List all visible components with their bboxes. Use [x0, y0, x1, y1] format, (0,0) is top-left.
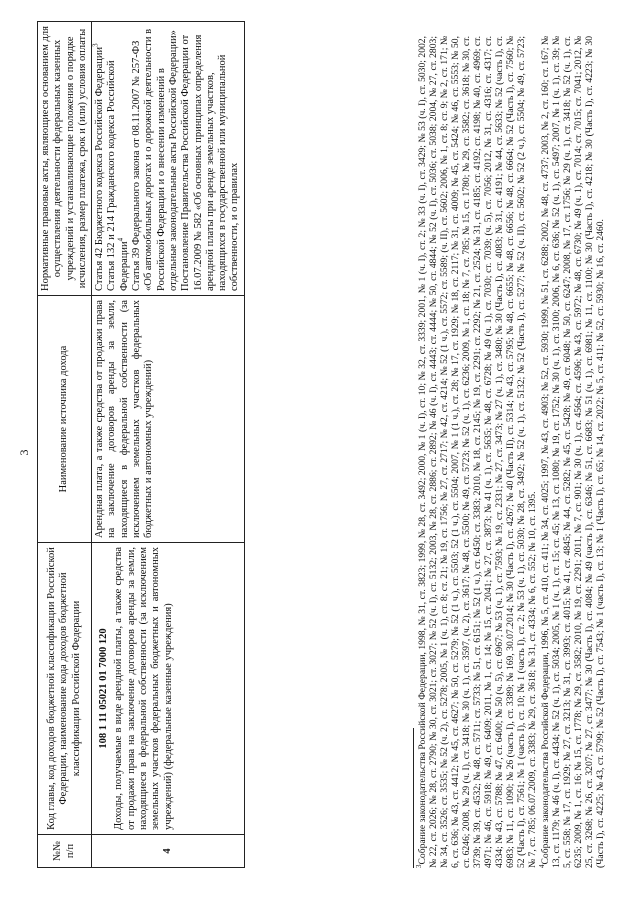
footnote-item	[537, 36, 606, 868]
footnotes	[413, 36, 607, 868]
row-number: 4	[92, 835, 245, 868]
revenue-code-description: Доходы, получаемые в виде арендной платы, а также средства от продажи права на заключение договоров аренды за земли, находящиеся в федеральной собственности (за исключением земельных участков федеральных бюджетных и автономных учреждений) (федеральные казенные учреждения)	[113, 547, 174, 830]
footnote-text: Собрание законодательства Российской Федерации, 1996, № 5, ст. 410, ст. 411; № 34, ст. 4025; 1997, № 43, ст. 4903; № 52, ст. 5930; 1999, № 51, ст. 6288; 2002, № 48, ст. 4737; 2003, № 2, ст. 160; ст. 167; № 13, ст. 1179; № 46 (ч. I), ст. 4434; № 52 (ч. 1), ст. 5034; 2005, № 1 (ч. 1), ст. 15; ст. 45; № 13, ст. 1080; № 19, ст. 1752; № 30 (ч. 1), ст. 3100; 2006, № 6, ст. 636; № 52 (ч. 1), ст. 5497; 2007, № 1 (ч. 1), ст. 39; № 5, ст. 558; № 17, ст. 1929; № 27, ст. 3213; № 31, ст. 3993; ст. 4015; № 41, ст. 4845; № 44, ст. 5282; № 45, ст. 5428; № 49, ст. 6048; № 50, ст. 6247; 2008, № 17, ст. 1756; № 29 (ч. 1), ст. 3418; № 52 (ч. 1), ст. 6235; 2009, № 1, ст. 16; № 15, ст. 1778; № 29, ст. 3582; 2010, № 19, ст. 2291; 2011, № 7, ст. 901; № 30 (ч. 1), ст. 4564; ст. 4596; № 43, ст. 5972; № 48, ст. 6730; № 49 (ч. 1), ст. 7014; ст. 7015; ст. 7041; 2012, № 25, ст. 3268; № 26, ст. 3207; № 27, ст. 3477; № 30 (Часть I), ст. 4084; № 49 (часть I), ст. 6346; № 51, ст. 6683; № 51 (ч. 1), ст. 6981; № 11, ст. 1100; № 30 (Часть I), ст. 4218; № 30 (Часть I), ст. 4223; № 30 (Часть I), ст. 4225; № 43, ст. 5799; № 52 (Часть I), ст. 7543; № 1 (часть I), ст. 13; № 1 (Часть I), ст. 65; № 14, ст. 2022; № 5, ст. 411; № 52, ст. 5930; № 16, ст. 2460.	[539, 36, 606, 868]
header-code-name: Код главы, код доходов бюджетной классификации Российской Федерации, наименование кода доходов бюджетной классификации Российской Федерации	[38, 543, 92, 835]
footnote-item	[414, 36, 539, 868]
legal-act-item: Статья 42 Бюджетного кодекса Российской Федерации$^3$	[91, 43, 106, 291]
header-source: Наименование источника дохода	[38, 296, 92, 543]
page-number: 3	[17, 449, 31, 456]
legal-act-item: Статья 39 Федерального закона от 08.11.2007 № 257-ФЗ «Об автомобильных дорогах и о дорожной деятельности в Российской Федерации и о внесении изменений в отдельные законодательные акты Российской Федерации»	[131, 28, 179, 291]
header-number: №№ п/п	[38, 835, 92, 868]
legal-act-item: Статья 132 и 214 Гражданского кодекса Российской Федерации$^4$	[106, 60, 130, 291]
footnote-text: Собрание законодательства Российской Федерации, 1998, № 31, ст. 3823; 1999, № 28, ст. 3492; 2000, № 1 (ч. I), ст. 10; № 32, ст. 3339; 2001, № 1 (ч. I), ст. 2; № 33 (ч. I), ст. 3429; № 53 (ч. I), ст. 5030; 2002, № 22, ст. 2026; № 28, ст. 2790; № 30, ст. 3021; ст. 3027; № 52 (ч. I), ст. 5132; 2003, № 28, ст. 2886; ст. 2892; № 46 (ч. I), ст. 4443; ст. 4444; № 50, ст. 4844; № 52 (ч. I), ст. 5036; ст. 5038; 2004, № 27, ст. 2803; № 34, ст. 3526; ст. 3535; № 52 (ч. 2), ст. 5278; 2005, № 1 (ч. 1), ст. 8; ст. 21; № 19, ст. 1756; № 27, ст. 2717; № 42, ст. 4214; № 52 (1 ч.), ст. 5572; ст. 5589; (ч. II), ст. 5602; 2006, № 1, ст. 8; ст. 9; № 2, ст. 171; № 6, ст. 636; № 43, ст. 4412; № 45, ст. 4627; № 50, ст. 5279; № 52 (1 ч.), ст. 5503; 52 (1 ч.), ст. 5504; 2007, № 1 (1 ч.), ст. 28; № 17, ст. 1929; № 18, ст. 2117; № 31, ст. 4009; № 45, ст. 5424; № 46, ст. 5553; № 50, ст. 6246; 2008, № 29 (ч. I), ст. 3418; № 30 (ч. 1), ст. 3597, (ч. 2), ст. 3617; № 48, ст. 5500; № 49, ст. 5723; № 52 (ч. 1), ст. 6236; 2009, № 1, ст. 18; № 7, ст. 785; № 15, ст. 1780; № 29, ст. 3582; ст. 3618; № 30, ст. 3739; № 39, ст. 4532; № 48, ст. 5711; ст. 5733; № 51, ст. 6151; № 52 (1 ч.), ст. 6450; ст. 3383; 2010, № 18, ст. 2145; № 19, ст. 2291; ст. 2292; № 21, ст. 2524; № 31, ст. 4185; ст. 4192; ст. 4198; № 40, ст. 4969; ст. 4971; № 46, ст. 5918; № 49, ст. 6409; 2011, № 1, ст. 14; № 15, ст. 2041; № 27, ст. 3873; № 41 (ч. 1), ст. 5635; № 48, ст. 6728; № 49 (ч. 1), ст. 7030; ст. 7039; (ч. 5), ст. 7056; 2012, № 31, ст. 4316; ст. 4317; ст. 4334; № 43, ст. 5788; № 47, ст. 6400; № 50 (ч. 5), ст. 6967; № 53 (ч. 1), ст. 7593; № 19, ст. 2331; № 27, ст. 3473; № 27 (ч. 1), ст. 3480; № 30 (Часть I), ст. 4083; № 31, ст. 4191; № 44, ст. 5633; № 52 (часть I), ст. 6983; № 11, ст. 1090; № 26 (часть I), ст. 3389; № 169, 30.07.2014; № 30 (Часть I), ст. 4267; № 40 (Часть II), ст. 5314; № 43, ст. 5795; № 48, ст. 6655; № 48, ст. 6656; № 48, ст. 6664; № 52 (Часть I), ст. 7560; № 52 (Часть I), ст. 7561; № 1 (часть I), ст. 10; № 1 (часть I), ст. 2; № 53 (ч. 1), ст. 5030; № 28, ст. 3492; № 52 (ч. 1), ст. 5132; № 52 (Часть I), ст. 5277; № 52 (ч. II), ст. 5602; № 52 (2 ч.), ст. 5504; № 49, ст. 5723; № 7, ст. 785; 06.07.2009, ст. 3383; № 29, ст. 3618; № 31, ст. 4334; № 6, ст. 552; № 10, ст. 1395.	[417, 36, 539, 868]
row-legal-acts	[92, 22, 245, 296]
header-legal-acts: Нормативные правовые акты, являющиеся основанием для осуществления деятельности федеральных казенных учреждений и устанавливающие положения о порядке исчисления, размер платежа, срок и (или) условия оплаты	[38, 22, 92, 296]
footnote-ref: 4	[116, 237, 125, 242]
row-code-cell	[92, 543, 245, 835]
row-source: Арендная плата, а также средства от продажи права на заключение договоров аренды за земли, находящиеся в федеральной собственности (за исключением земельных участков федеральных бюджетных и автономных учреждений)	[92, 296, 245, 543]
footnote-mark: 3	[414, 864, 423, 868]
footnote-ref: 3	[91, 43, 100, 47]
revenue-sources-table	[37, 21, 245, 868]
footnote-divider	[413, 728, 414, 868]
revenue-code: 108 1 11 05021 01 7000 120	[98, 628, 110, 749]
footnote-mark: 4	[537, 864, 546, 868]
table-row	[92, 22, 245, 868]
table-header-row	[38, 22, 92, 868]
legal-act-item: Постановление Правительства Российской Федерации от 16.07.2009 № 582 «Об основных принципах определения арендной платы при аренде земельных участков, находящихся в государственной или муниципальной собственности, и о правилах	[180, 34, 241, 291]
